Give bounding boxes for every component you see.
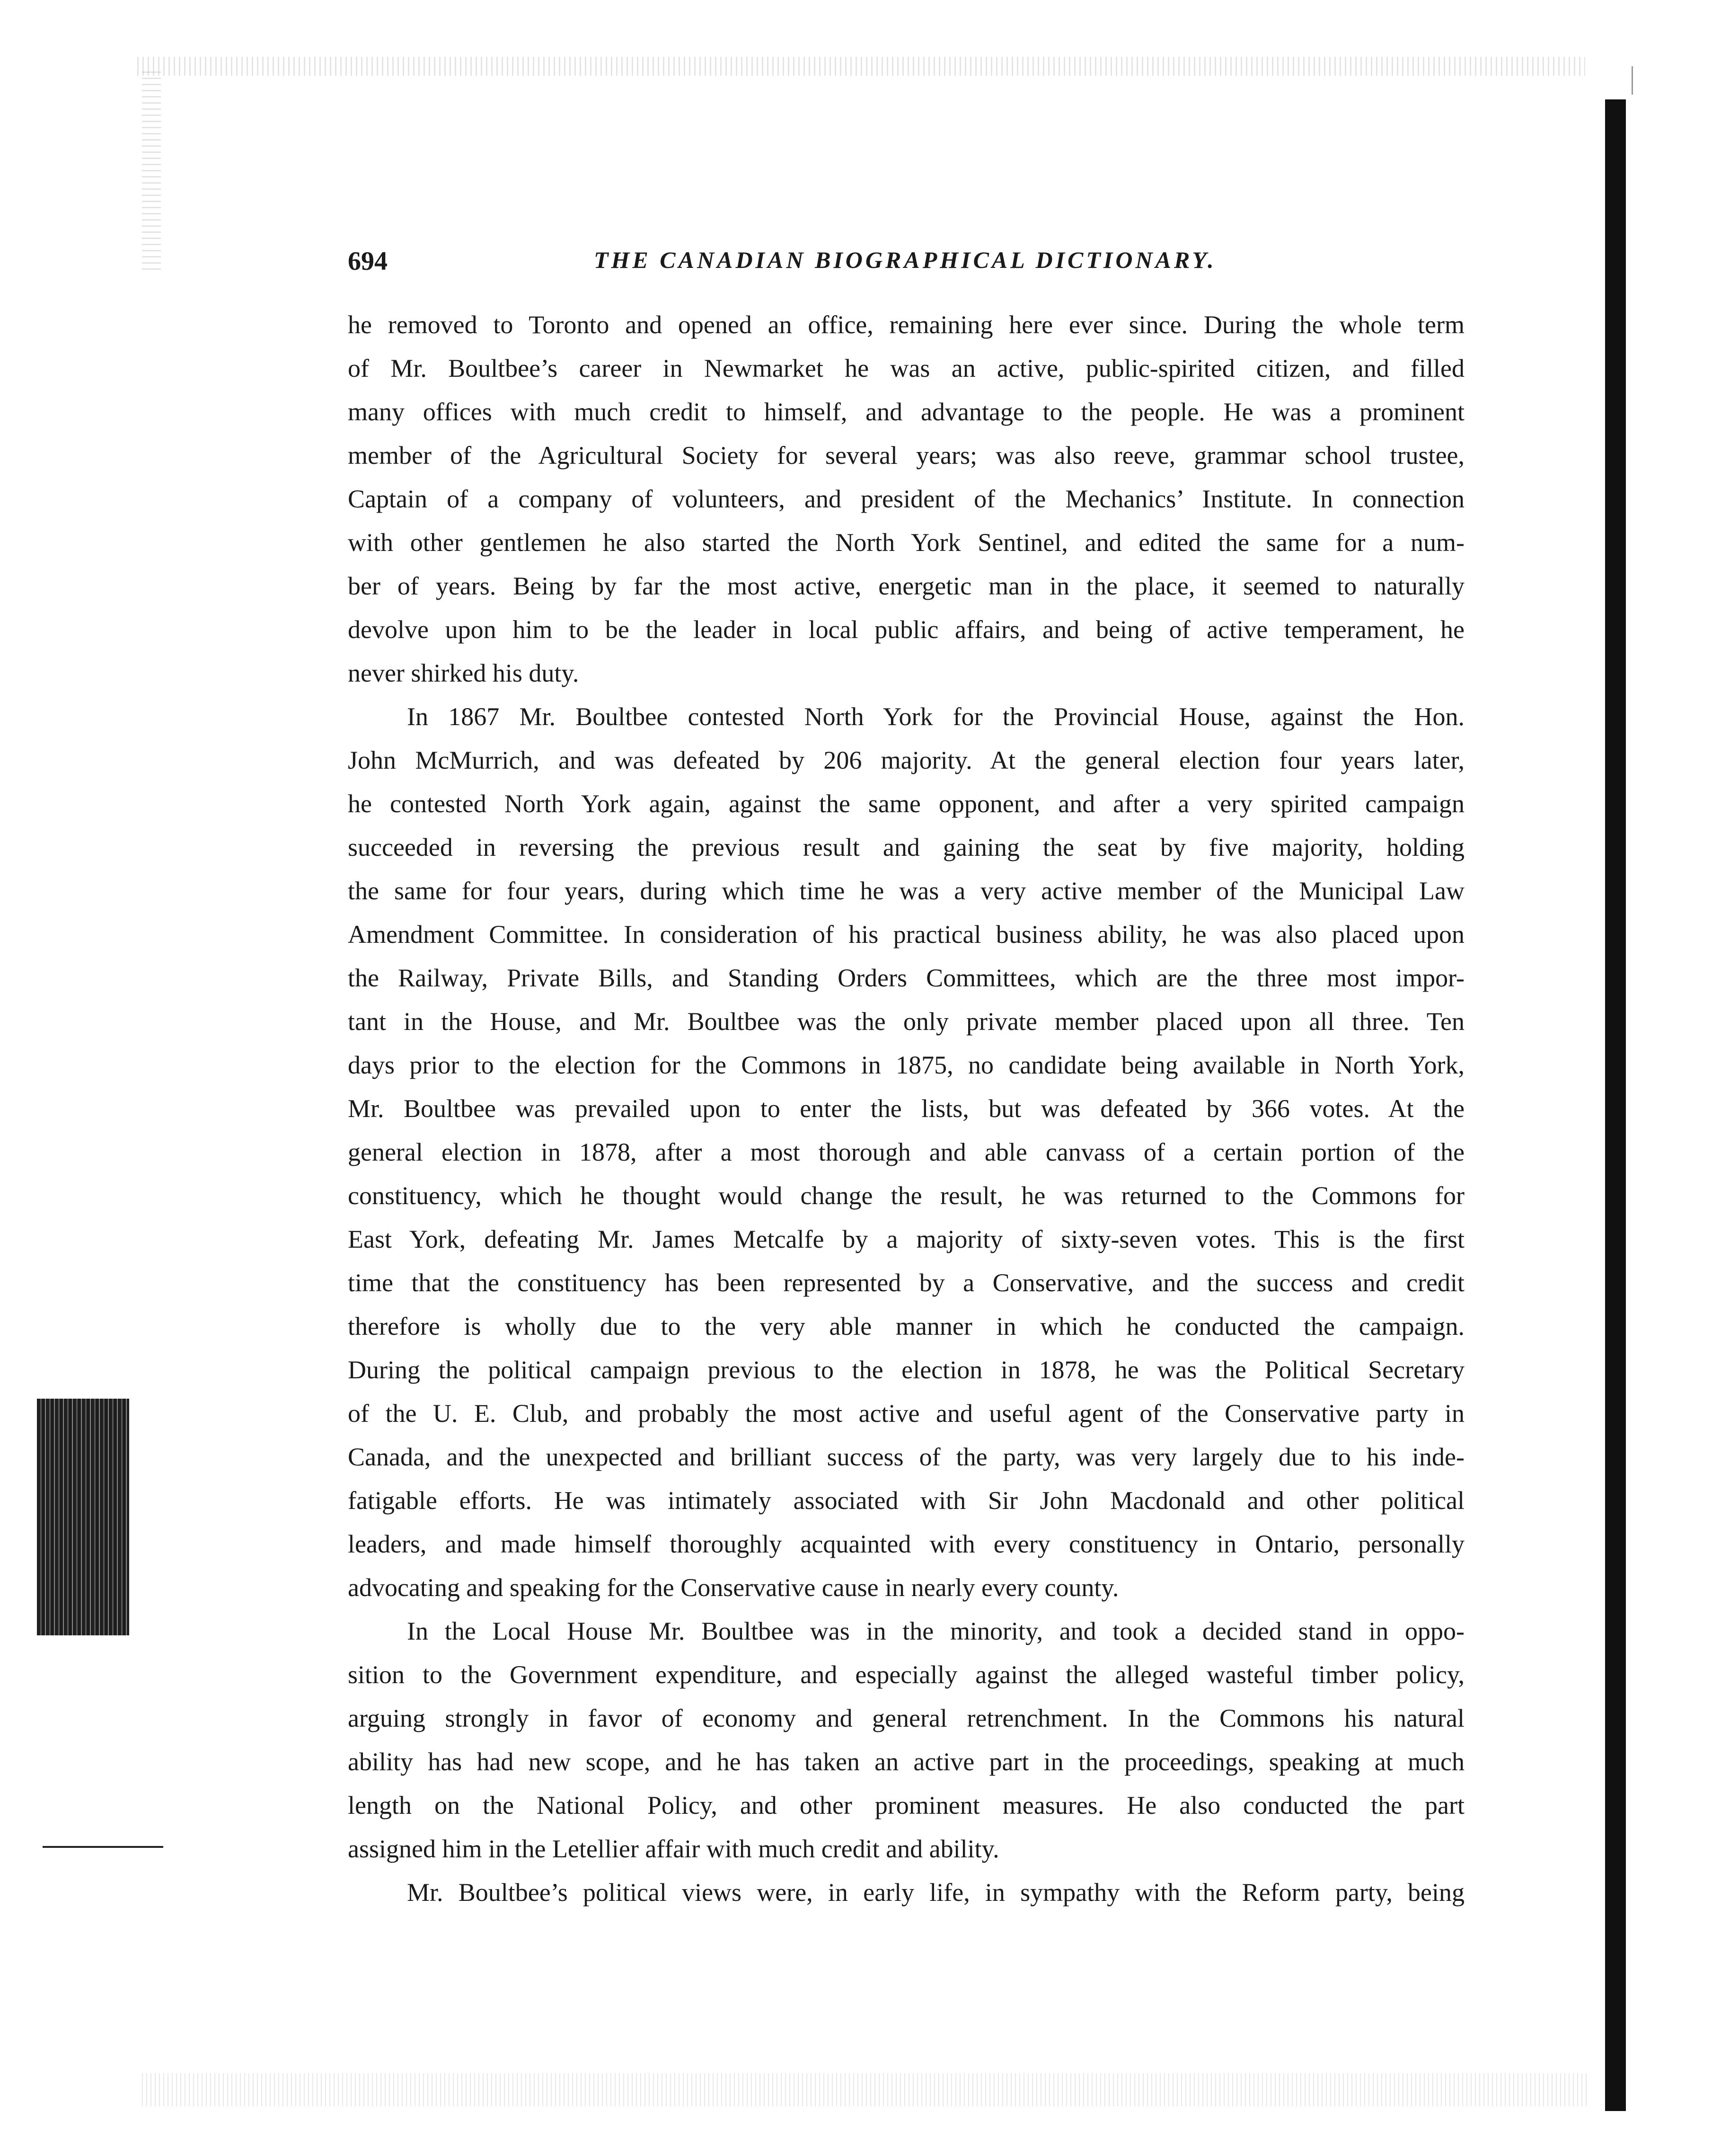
paragraph-2 (348, 695, 1465, 1609)
text-line: he contested North York again, against the same opponent, and after a very spirited campaign (348, 790, 1465, 818)
text-line: Amendment Committee. In consideration of his practical business ability, he was also placed upon (348, 920, 1465, 949)
binding-shadow (1605, 99, 1626, 2111)
text-line: of the U. E. Club, and probably the most active and useful agent of the Conservative party in (348, 1399, 1465, 1428)
scan-edge-bottom (142, 2073, 1590, 2106)
text-line: John McMurrich, and was defeated by 206 majority. At the general election four years later, (348, 746, 1465, 774)
running-title: THE CANADIAN BIOGRAPHICAL DICTIONARY. (594, 247, 1217, 273)
scan-mark (1632, 66, 1633, 95)
scan-edge-left (142, 71, 161, 270)
text-line: Mr. Boultbee’s political views were, in early life, in sympathy with the Reform party, being (407, 1878, 1465, 1907)
text-line: tant in the House, and Mr. Boultbee was the only private member placed upon all three. Ten (348, 1007, 1465, 1036)
text-line: member of the Agricultural Society for several years; was also reeve, grammar school trustee, (348, 441, 1465, 470)
text-line: length on the National Policy, and other prominent measures. He also conducted the part (348, 1791, 1465, 1819)
text-line: arguing strongly in favor of economy and general retrenchment. In the Commons his natural (348, 1704, 1465, 1732)
text-line: many offices with much credit to himself, and advantage to the people. He was a prominent (348, 398, 1465, 426)
text-line: he removed to Toronto and opened an office, remaining here ever since. During the whole term (348, 311, 1465, 339)
text-line: succeeded in reversing the previous result and gaining the seat by five majority, holding (348, 833, 1465, 861)
page-header (348, 246, 1493, 279)
text-line: East York, defeating Mr. James Metcalfe by a majority of sixty-seven votes. This is the first (348, 1225, 1465, 1253)
text-line: During the political campaign previous to the election in 1878, he was the Political Secretary (348, 1356, 1465, 1384)
text-line: Captain of a company of volunteers, and president of the Mechanics’ Institute. In connection (348, 485, 1465, 513)
body-text (348, 303, 1465, 1914)
text-line: fatigable efforts. He was intimately associated with Sir John Macdonald and other political (348, 1486, 1465, 1515)
paragraph-4 (348, 1871, 1465, 1914)
text-line: Canada, and the unexpected and brilliant success of the party, was very largely due to his inde- (348, 1443, 1465, 1471)
text-line: ability has had new scope, and he has taken an active part in the proceedings, speaking at much (348, 1748, 1465, 1776)
text-line: sition to the Government expenditure, and especially against the alleged wasteful timber policy, (348, 1660, 1465, 1689)
text-line: of Mr. Boultbee’s career in Newmarket he was an active, public-spirited citizen, and filled (348, 354, 1465, 382)
text-line: devolve upon him to be the leader in local public affairs, and being of active temperament, he (348, 615, 1465, 644)
scan-artifact-rule (43, 1846, 163, 1848)
paragraph-3 (348, 1609, 1465, 1871)
page-number: 694 (348, 247, 388, 276)
text-line: leaders, and made himself thoroughly acquainted with every constituency in Ontario, personally (348, 1530, 1465, 1558)
text-line: never shirked his duty. (348, 659, 579, 687)
text-line: Mr. Boultbee was prevailed upon to enter the lists, but was defeated by 366 votes. At the (348, 1094, 1465, 1123)
text-line: In 1867 Mr. Boultbee contested North York for the Provincial House, against the Hon. (407, 702, 1465, 731)
scan-artifact-block (37, 1399, 129, 1635)
text-line: days prior to the election for the Commons in 1875, no candidate being available in North York, (348, 1051, 1465, 1079)
text-line: ber of years. Being by far the most active, energetic man in the place, it seemed to naturally (348, 572, 1465, 600)
text-line: therefore is wholly due to the very able manner in which he conducted the campaign. (348, 1312, 1465, 1340)
text-line: the Railway, Private Bills, and Standing Orders Committees, which are the three most impor- (348, 964, 1465, 992)
text-line: time that the constituency has been represented by a Conservative, and the success and credit (348, 1269, 1465, 1297)
scan-edge-top (137, 57, 1585, 76)
text-line: advocating and speaking for the Conservative cause in nearly every county. (348, 1573, 1119, 1602)
text-line: with other gentlemen he also started the North York Sentinel, and edited the same for a num- (348, 528, 1465, 557)
text-line: assigned him in the Letellier affair with much credit and ability. (348, 1835, 999, 1863)
text-line: general election in 1878, after a most thorough and able canvass of a certain portion of the (348, 1138, 1465, 1166)
paragraph-1 (348, 303, 1465, 695)
text-line: the same for four years, during which time he was a very active member of the Municipal Law (348, 877, 1465, 905)
text-line: constituency, which he thought would change the result, he was returned to the Commons for (348, 1181, 1465, 1210)
text-line: In the Local House Mr. Boultbee was in the minority, and took a decided stand in oppo- (407, 1617, 1465, 1645)
